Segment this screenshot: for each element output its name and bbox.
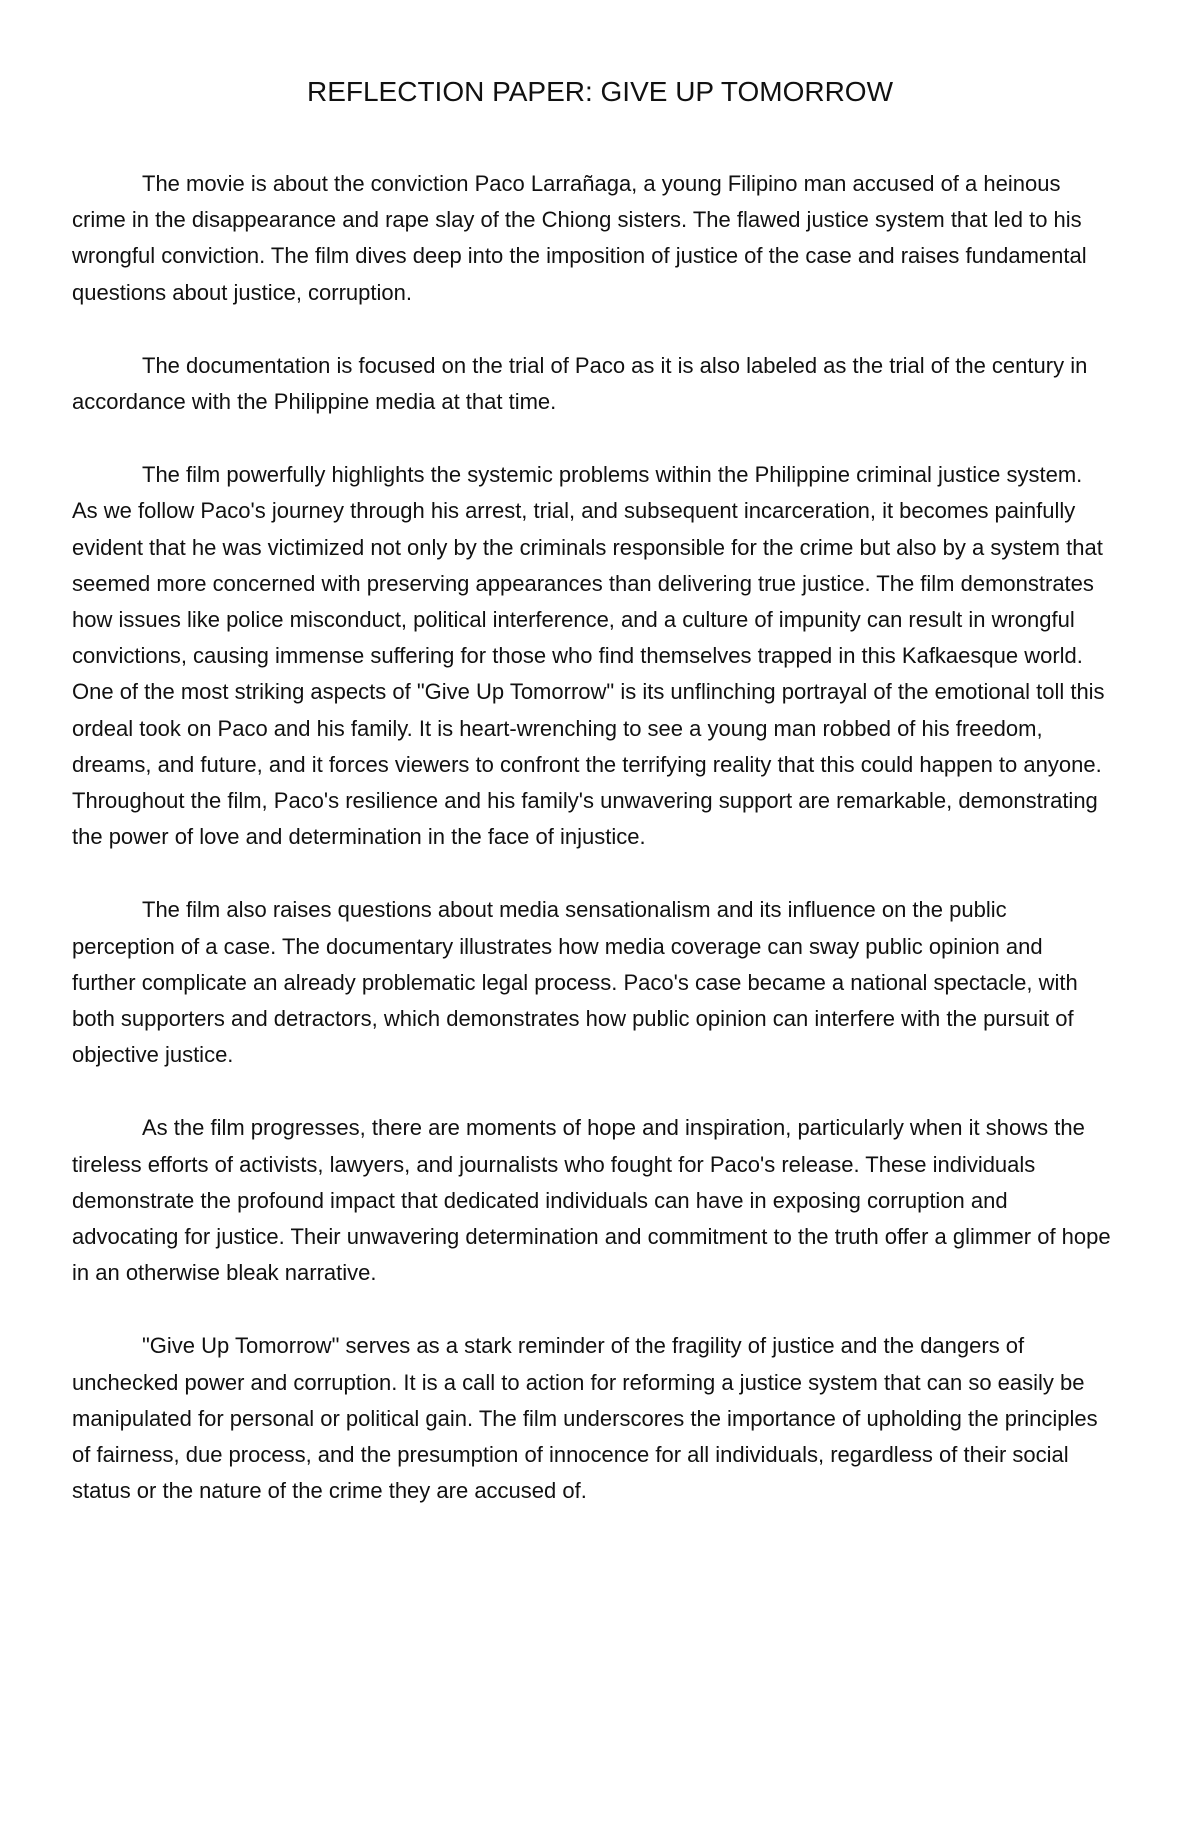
paragraph-hope: As the film progresses, there are moments of hope and inspiration, particularly when it shows the tireless efforts of activists, lawyers, and journalists who fought for Paco's release. These individuals demonstrate the profound impact that dedicated individuals can have in exposing corruption and advocating for justice. Their unwavering determination and commitment to the truth offer a glimmer of hope in an otherwise bleak narrative. [72, 1115, 1111, 1286]
paragraph-conclusion: "Give Up Tomorrow" serves as a stark reminder of the fragility of justice and the dangers of unchecked power and corruption. It is a call to action for reforming a justice system that can so easily be manipulated for personal or political gain. The film underscores the importance of upholding the principles of fairness, due process, and the presumption of innocence for all individuals, regardless of their social status or the nature of the crime they are accused of. [72, 1333, 1098, 1504]
paragraph-systemic-problems: The film powerfully highlights the systemic problems within the Philippine criminal justice system. As we follow Paco's journey through his arrest, trial, and subsequent incarceration, it becomes painfully evident that he was victimized not only by the criminals responsible for the crime but also by a system that seemed more concerned with preserving appearances than delivering true justice. The film demonstrates how issues like police misconduct, political interference, and a culture of impunity can result in wrongful convictions, causing immense suffering for those who find themselves trapped in this Kafkaesque world. [72, 462, 1103, 669]
paragraph-media: The film also raises questions about media sensationalism and its influence on the public perception of a case. The documentary illustrates how media coverage can sway public opinion and further complicate an already problematic legal process. Paco's case became a national spectacle, with both supporters and detractors, which demonstrates how public opinion can interfere with the pursuit of objective justice. [72, 897, 1078, 1068]
paragraph-emotional-toll: One of the most striking aspects of "Give Up Tomorrow" is its unflinching portrayal of the emotional toll this ordeal took on Paco and his family. It is heart-wrenching to see a young man robbed of his freedom, dreams, and future, and it forces viewers to confront the terrifying reality that this could happen to anyone. Throughout the film, Paco's resilience and his family's unwavering support are remarkable, demonstrating the power of love and determination in the face of injustice. [72, 679, 1105, 850]
document-body [72, 166, 1112, 1547]
paragraph-documentation: The documentation is focused on the trial of Paco as it is also labeled as the trial of the century in accordance with the Philippine media at that time. [72, 352, 1088, 415]
paragraph-intro: The movie is about the conviction Paco Larrañaga, a young Filipino man accused of a heinous crime in the disappearance and rape slay of the Chiong sisters. The flawed justice system that led to his wrongful conviction. The film dives deep into the imposition of justice of the case and raises fundamental questions about justice, corruption. [72, 171, 1087, 305]
document-title: REFLECTION PAPER: GIVE UP TOMORROW [306, 76, 894, 107]
